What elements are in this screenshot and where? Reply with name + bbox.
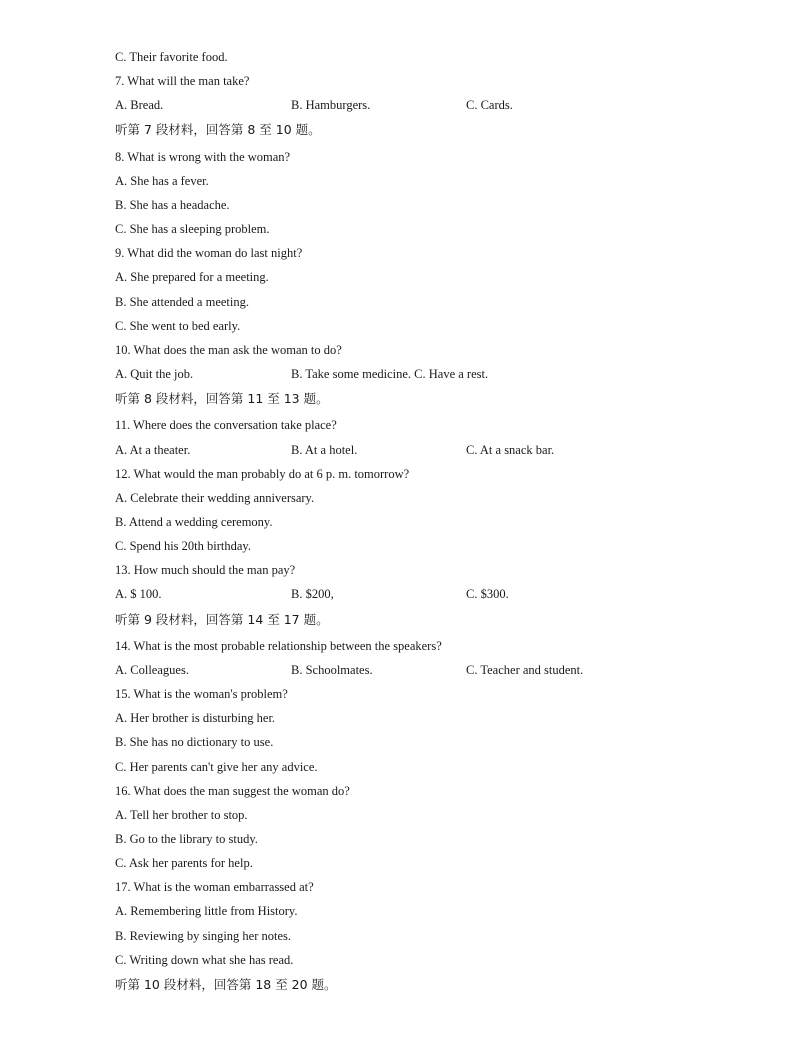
option-text: C. Writing down what she has read. bbox=[115, 953, 294, 967]
section-instruction: 听第 9 段材料，回答第 14 至 17 题。 bbox=[115, 612, 329, 627]
option-text: C. She has a sleeping problem. bbox=[115, 222, 270, 236]
options-row bbox=[115, 586, 675, 602]
options-row bbox=[115, 662, 675, 678]
options-row bbox=[115, 366, 675, 382]
option-text: A. Quit the job. bbox=[115, 367, 194, 381]
question-text: 9. What did the woman do last night? bbox=[115, 246, 303, 260]
section-instruction: 听第 10 段材料，回答第 18 至 20 题。 bbox=[115, 977, 337, 992]
option-text: B. Take some medicine. C. Have a rest. bbox=[291, 367, 489, 381]
question-text: 16. What does the man suggest the woman do? bbox=[115, 784, 350, 798]
option-text: A. She prepared for a meeting. bbox=[115, 270, 269, 284]
option-text: C. Cards. bbox=[466, 98, 513, 112]
option-text: A. She has a fever. bbox=[115, 174, 209, 188]
option-text: A. Bread. bbox=[115, 98, 164, 112]
option-text: A. Tell her brother to stop. bbox=[115, 808, 248, 822]
question-text: 13. How much should the man pay? bbox=[115, 563, 296, 577]
option-text: B. Attend a wedding ceremony. bbox=[115, 515, 273, 529]
option-text: C. Teacher and student. bbox=[466, 663, 584, 677]
option-text: B. Reviewing by singing her notes. bbox=[115, 929, 292, 943]
option-text: A. Celebrate their wedding anniversary. bbox=[115, 491, 315, 505]
option-text: C. She went to bed early. bbox=[115, 319, 241, 333]
option-text: B. Schoolmates. bbox=[291, 663, 373, 677]
option-text: A. At a theater. bbox=[115, 443, 191, 457]
options-row bbox=[115, 97, 675, 113]
option-text: C. Ask her parents for help. bbox=[115, 856, 253, 870]
option-text: C. Her parents can't give her any advice. bbox=[115, 760, 318, 774]
option-text: A. Remembering little from History. bbox=[115, 904, 298, 918]
section-instruction: 听第 7 段材料，回答第 8 至 10 题。 bbox=[115, 122, 321, 137]
option-text: C. Their favorite food. bbox=[115, 50, 228, 64]
option-text: B. She has a headache. bbox=[115, 198, 230, 212]
option-text: B. She attended a meeting. bbox=[115, 295, 249, 309]
option-text: B. She has no dictionary to use. bbox=[115, 735, 274, 749]
question-text: 11. Where does the conversation take place? bbox=[115, 418, 337, 432]
question-text: 10. What does the man ask the woman to do? bbox=[115, 343, 342, 357]
question-text: 7. What will the man take? bbox=[115, 74, 250, 88]
section-instruction: 听第 8 段材料，回答第 11 至 13 题。 bbox=[115, 391, 329, 406]
option-text: C. Spend his 20th birthday. bbox=[115, 539, 251, 553]
question-text: 8. What is wrong with the woman? bbox=[115, 150, 291, 164]
question-text: 14. What is the most probable relationship between the speakers? bbox=[115, 639, 442, 653]
question-text: 15. What is the woman's problem? bbox=[115, 687, 288, 701]
option-text: A. Colleagues. bbox=[115, 663, 189, 677]
option-text: A. $ 100. bbox=[115, 587, 162, 601]
question-text: 17. What is the woman embarrassed at? bbox=[115, 880, 314, 894]
option-text: B. Go to the library to study. bbox=[115, 832, 258, 846]
option-text: B. $200, bbox=[291, 587, 334, 601]
option-text: C. At a snack bar. bbox=[466, 443, 555, 457]
question-text: 12. What would the man probably do at 6 p. m. tomorrow? bbox=[115, 467, 410, 481]
options-row bbox=[115, 442, 675, 458]
option-text: B. Hamburgers. bbox=[291, 98, 371, 112]
option-text: A. Her brother is disturbing her. bbox=[115, 711, 276, 725]
option-text: C. $300. bbox=[466, 587, 509, 601]
option-text: B. At a hotel. bbox=[291, 443, 358, 457]
